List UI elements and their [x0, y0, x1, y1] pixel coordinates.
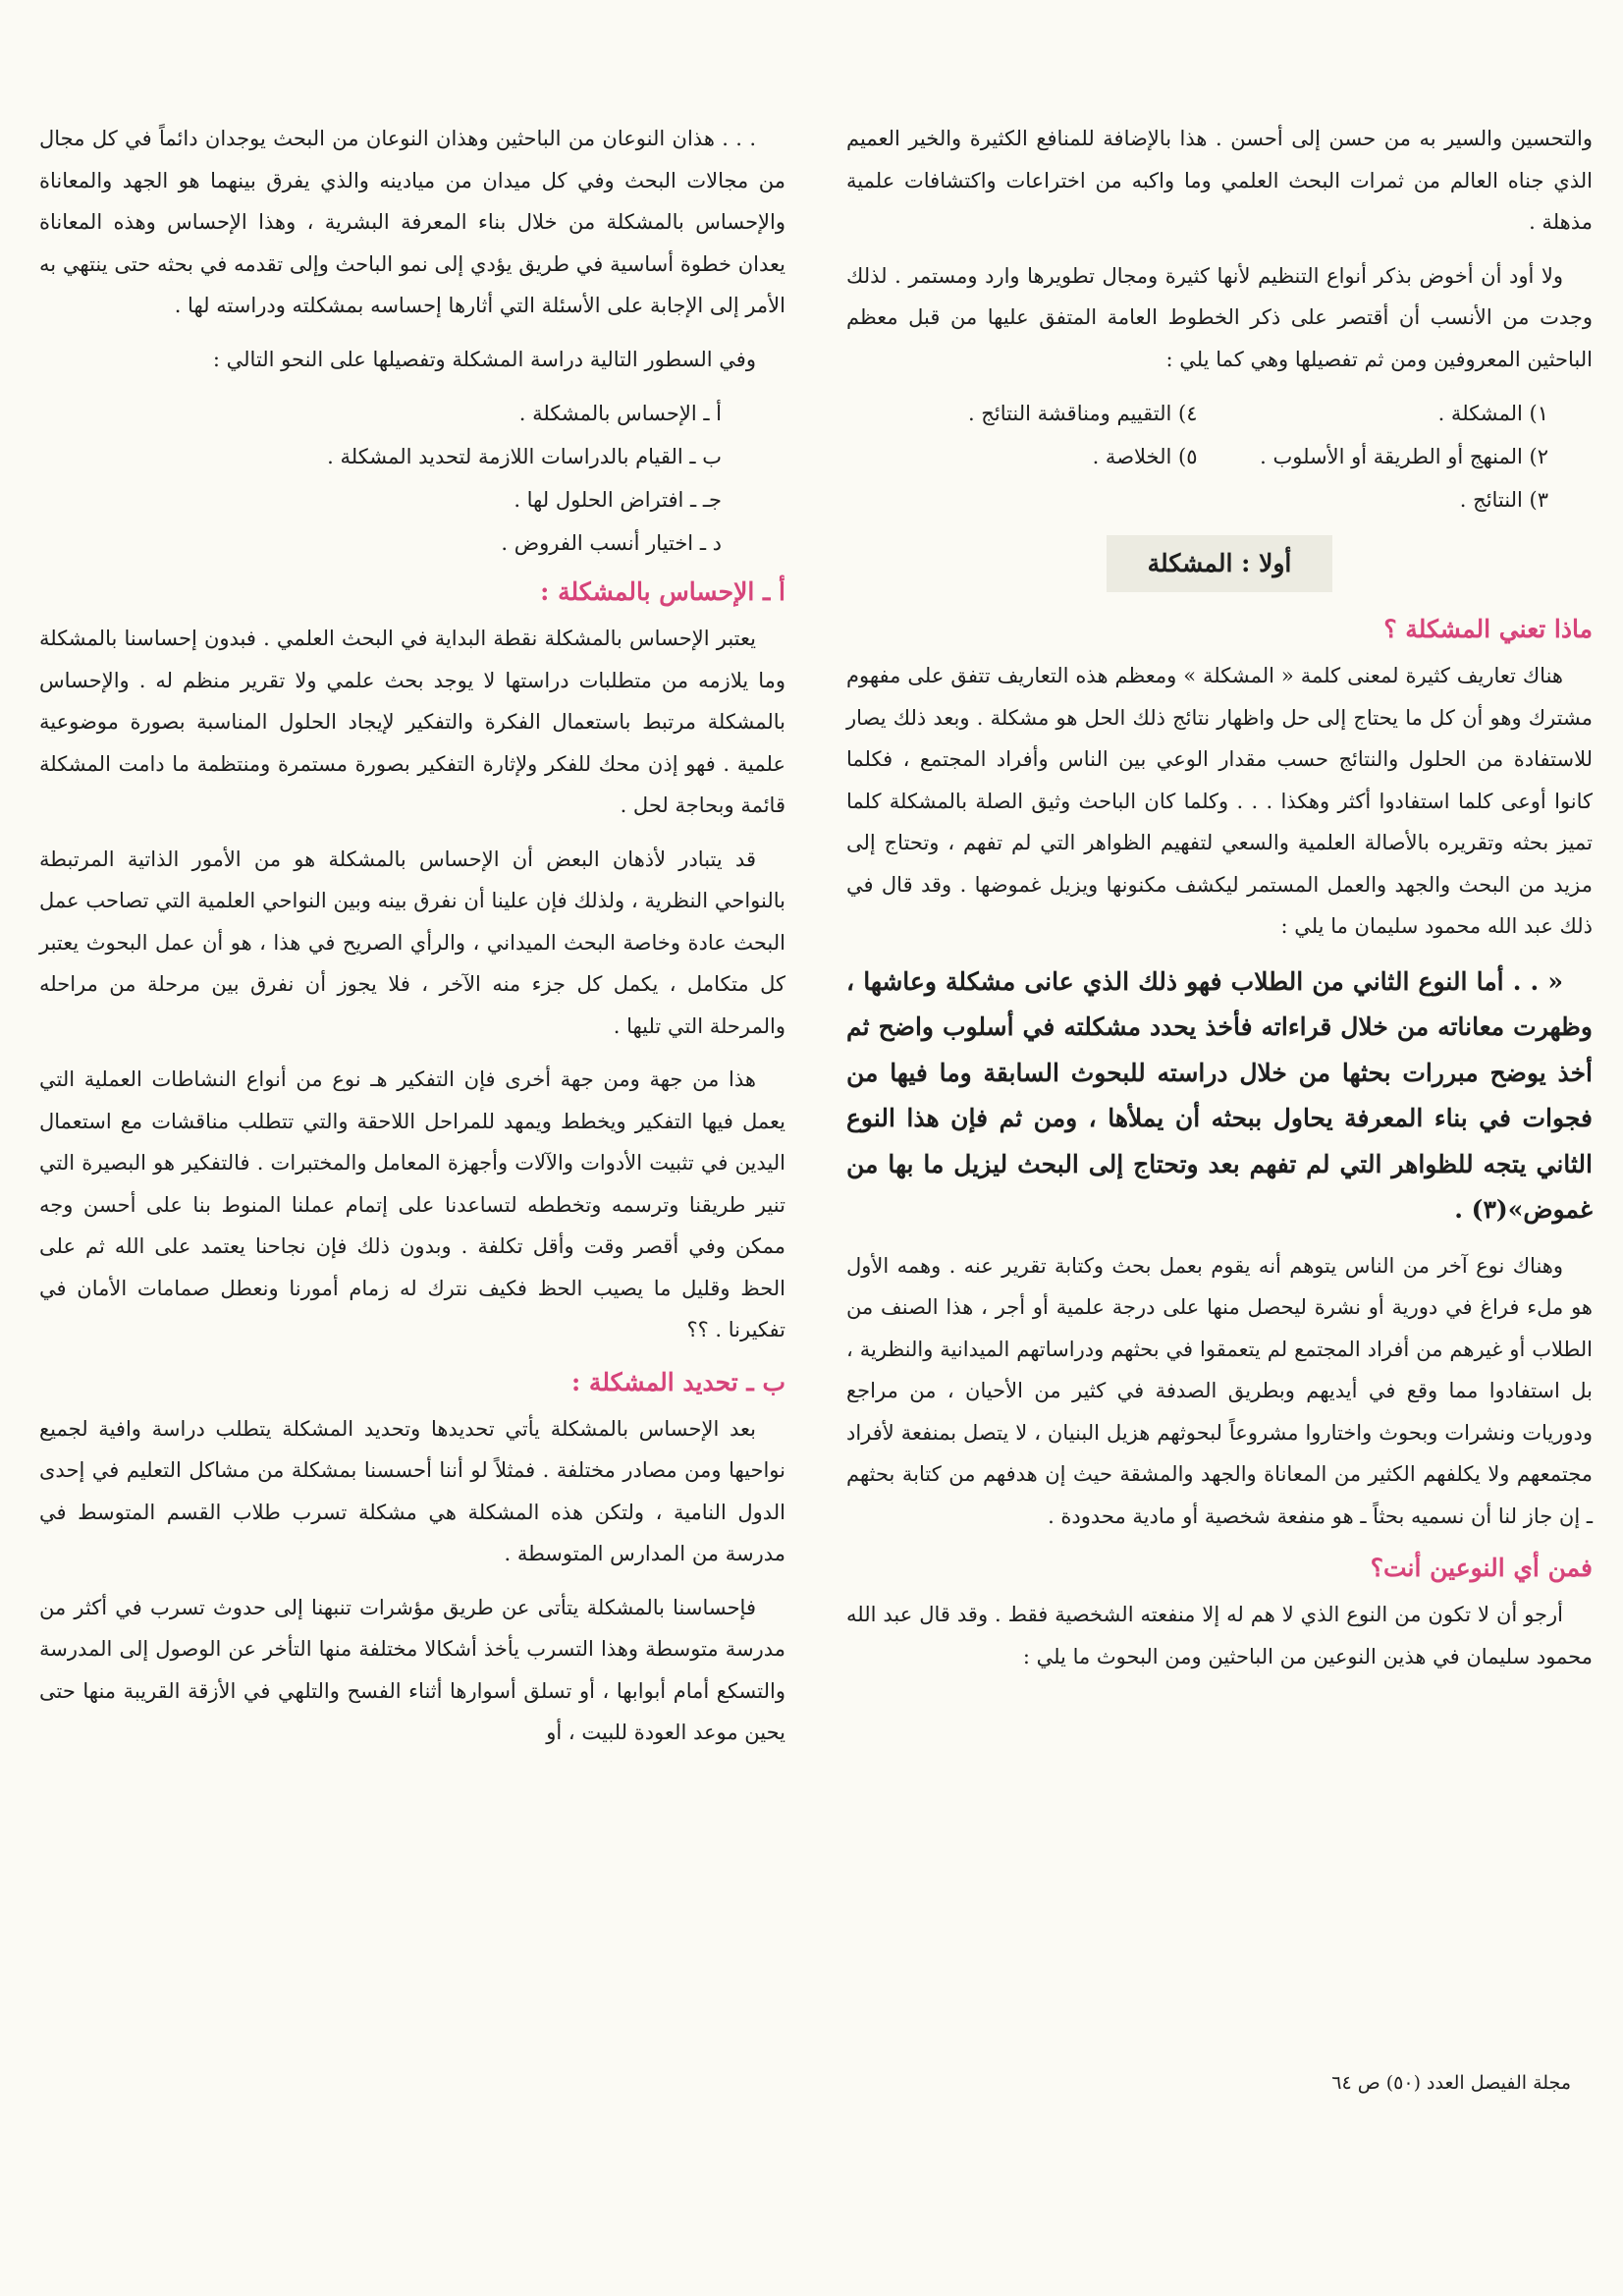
paragraph: بعد الإحساس بالمشكلة يأتي تحديدها وتحديد المشكلة يتطلب دراسة وافية لجميع نواحيها ومن مصادر مختلفة . فمثلاً لو أننا أحسسنا بمشكلة من مشاكل التعليم في إحدى الدول النامية ، ولتكن هذه المشكلة هي مشكلة تسرب طلاب القسم المتوسط في مدرسة من المدارس المتوسطة .: [39, 1416, 785, 1565]
paragraph: قد يتبادر لأذهان البعض أن الإحساس بالمشكلة هو من الأمور الذاتية المرتبطة بالنواحي النظرية ، ولذلك فإن علينا أن نفرق بينه وبين النواحي العلمية التي تصاحب عمل البحث عادة وخاصة البحث الميداني ، والرأي الصريح في هذا ، هو أن عمل البحوث يعتبر كل متكامل ، يكمل كل جزء منه الآخر ، فلا يجوز أن نفرق بين مرحلة من مراحله والمرحلة التي تليها .: [39, 847, 785, 1038]
paragraph: هناك تعاريف كثيرة لمعنى كلمة « المشكلة » ومعظم هذه التعاريف تتفق على مفهوم مشترك وهو أن كل ما يحتاج إلى حل واظهار نتائج ذلك الحل هو مشكلة . وبعد ذلك يصار للاستفادة من الحلول والنتائج حسب مقدار الوعي بين الناس وأفراد المجتمع ، فكلما كانوا أوعى كلما استفادوا أكثر وهكذا . . . وكلما كان الباحث وثيق الصلة بالمشكلة كلما تميز بحثه وتقريره بالأصالة العلمية والسعي لتفهيم الظواهر التي لم تفهم ، وتحتاج إلى مزيد من البحث والجهد والعمل المستمر ليكشف مكنونها ويزيل غموضها . وقد قال في ذلك عبد الله محمود سليمان ما يلي :: [846, 664, 1593, 938]
list-item: ٥) الخلاصة .: [1092, 445, 1198, 468]
paragraph: . . . هذان النوعان من الباحثين وهذان النوعان من البحث يوجدان دائماً في كل مجال من مجالات البحث وفي كل ميدان من ميادينه والذي يفرق بينهما هو الجهد والمعاناة والإحساس بالمشكلة من خلال بناء المعرفة البشرية ، وهذا الإحساس وهذه المعاناة يعدان خطوة أساسية في طريق يؤدي إلى نمو الباحث وإلى تقدمه في بحثه حتى ينتهي به الأمر إلى الإجابة على الأسئلة التي أثارها إحساسه بمشكلته ودراسته لها .: [39, 127, 785, 317]
right-column: [846, 118, 1593, 1689]
paragraph: والتحسين والسير به من حسن إلى أحسن . هذا بالإضافة للمنافع الكثيرة والخير العميم الذي جناه العالم من ثمرات البحث العلمي وما واكبه من اختراعات واكتشافات علمية مذهلة .: [846, 127, 1593, 234]
block-quote: « . . أما النوع الثاني من الطلاب فهو ذلك الذي عانى مشكلة وعاشها ، وظهرت معاناته من خلال قراءاته فأخذ يحدد مشكلته في أسلوب واضح ثم أخذ يوضح مبررات بحثها من خلال دراسته للبحوث السابقة وما فيها من فجوات في بناء المعرفة يحاول ببحثه أن يملأها ، ومن ثم فإن هذا النوع الثاني يتجه للظواهر التي لم تفهم بعد وتحتاج إلى البحث ليزيل ما بها من غموض»(٣) .: [846, 966, 1593, 1224]
paragraph: ولا أود أن أخوض بذكر أنواع التنظيم لأنها كثيرة ومجال تطويرها وارد ومستمر . لذلك وجدت من الأنسب أن أقتصر على ذكر الخطوط العامة المتفق عليها من قبل معظم الباحثين المعروفين ومن ثم تفصيلها وهي كما يلي :: [846, 263, 1593, 371]
list-item: ب ـ القيام بالدراسات اللازمة لتحديد المشكلة .: [327, 445, 722, 468]
paragraph: فإحساسنا بالمشكلة يتأتى عن طريق مؤشرات تنبهنا إلى حدوث تسرب في أكثر من مدرسة متوسطة وهذا التسرب يأخذ أشكالا مختلفة منها التأخر عن الوصول إلى المدرسة والتسكع أمام أبوابها ، أو تسلق أسوارها أثناء الفسح والتلهي في الأزقة القريبة منها حتى يحين موعد العودة للبيت ، أو: [39, 1595, 785, 1744]
paragraph: أرجو أن لا تكون من النوع الذي لا هم له إلا منفعته الشخصية فقط . وقد قال عبد الله محمود سليمان في هذين النوعين من الباحثين ومن البحوث ما يلي :: [846, 1603, 1593, 1668]
section-heading: أ ـ الإحساس بالمشكلة :: [540, 577, 785, 606]
list-item: جـ ـ افتراض الحلول لها .: [514, 488, 722, 512]
paragraph: وفي السطور التالية دراسة المشكلة وتفصيلها على النحو التالي :: [212, 347, 756, 371]
paragraph: وهناك نوع آخر من الناس يتوهم أنه يقوم بعمل بحث وكتابة تقرير عنه . وهمه الأول هو ملء فراغ في دورية أو نشرة ليحصل منها على درجة علمية أو أجر ، هذا الصنف من الطلاب أو غيرهم من أفراد المجتمع لم يتعمقوا في بحثهم ودراساتهم الميدانية والنظرية ، بل استفادوا مما وقع في أيديهم وبطريق الصدفة في كثير من الأحيان ، من مراجع ودوريات ونشرات وبحوث واختاروا مشروعاً لبحوثهم هزيل البنيان ، لا يتصل بمنفعة لأفراد مجتمعهم ولا يكلفهم الكثير من المعاناة والجهد والمشقة حيث إن هدفهم من كتابة بحثهم ـ إن جاز لنا أن نسميه بحثاً ـ هو منفعة شخصية أو مادية محدودة .: [846, 1253, 1593, 1528]
list-item: د ـ اختيار أنسب الفروض .: [501, 531, 722, 555]
left-column: [39, 118, 785, 1766]
list-item: أ ـ الإحساس بالمشكلة .: [518, 402, 722, 425]
steps-list: [846, 392, 1593, 521]
section-heading: فمن أي النوعين أنت؟: [1370, 1554, 1593, 1582]
section-heading: ب ـ تحديد المشكلة :: [570, 1367, 785, 1396]
paragraph: هذا من جهة ومن جهة أخرى فإن التفكير هـ نوع من أنواع النشاطات العملية التي يعمل فيها التفكير ويخطط ويمهد للمراحل اللاحقة والتي تتطلب مناقشات مع استعمال اليدين في تثبيت الأدوات والآلات وأجهزة المعامل والمختبرات . فالتفكير هو البصيرة التي تنير طريقنا وترسمه وتخططه لتساعدنا على إتمام عملنا المنوط بنا على أحسن وجه ممكن وفي أقصر وقت وأقل تكلفة . وبدون ذلك فإن نجاحنا يعتمد على الله ثم على الحظ وقليل ما يصيب الحظ فكيف نترك له زمام أمورنا ونعطل صمامات الأمان في تفكيرنا . ؟؟: [39, 1067, 785, 1341]
section-title: أولا : المشكلة: [1107, 535, 1332, 592]
list-item: ٤) التقييم ومناقشة النتائج .: [967, 402, 1198, 425]
list-item: ٣) النتائج .: [1459, 488, 1548, 512]
list-item: ٢) المنهج أو الطريقة أو الأسلوب .: [1260, 445, 1548, 468]
items-list: [39, 392, 785, 565]
paragraph: يعتبر الإحساس بالمشكلة نقطة البداية في البحث العلمي . فبدون إحساسنا بالمشكلة وما يلازمه من متطلبات دراستها لا يوجد بحث علمي ولا تقرير منظم له . والإحساس بالمشكلة مرتبط باستعمال الفكرة والتفكير لإيجاد الحلول المناسبة بصورة موضوعية علمية . فهو إذن محك للفكر ولإثارة التفكير بصورة مستمرة ومنتظمة ما دامت المشكلة قائمة وبحاجة لحل .: [39, 627, 785, 817]
page-footer: مجلة الفيصل العدد (٥٠) ص ٦٤: [1331, 2072, 1571, 2094]
list-item: ١) المشكلة .: [1437, 402, 1548, 425]
section-heading: ماذا تعني المشكلة ؟: [1383, 615, 1593, 643]
